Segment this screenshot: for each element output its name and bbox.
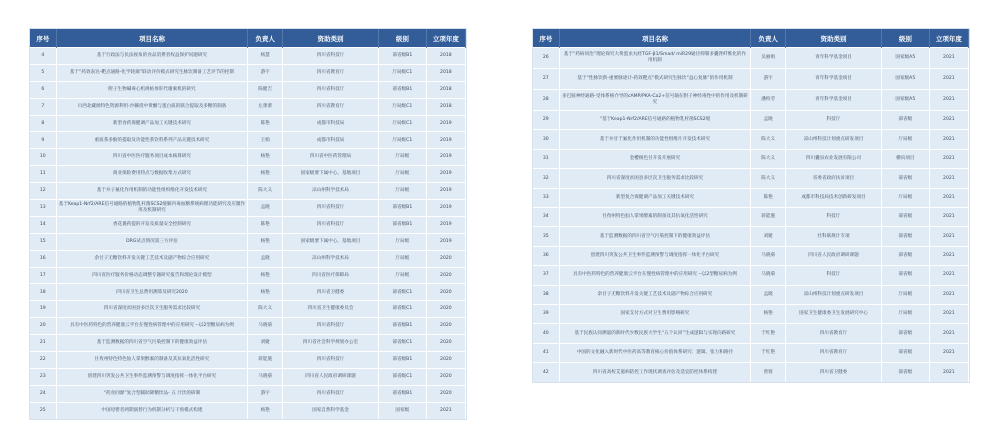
cell-funding-category: 四川省科技厅 <box>283 385 379 402</box>
cell-leader: 潘校劳 <box>751 90 786 111</box>
cell-year: 2021 <box>929 324 968 343</box>
cell-level: 部省级C1 <box>378 301 426 318</box>
cell-project-name: 新型复合保健调产品加工关键技术研究 <box>559 188 751 207</box>
cell-project-name: 金樱根色甘开发开展研究 <box>559 149 751 168</box>
table-row <box>30 335 466 352</box>
cell-project-name: 川西北藏源特色资源利用-沙棘渣中黄酮与蛋白质的联合提取及多糖的制备 <box>56 98 248 115</box>
table-row <box>30 284 466 301</box>
cell-project-name: 四川省医疗服务价格动态调整专题研究报告和理论设计模型 <box>56 267 248 284</box>
cell-funding-category: 凉山州科技计划重点研发项目 <box>786 285 882 304</box>
cell-year: 2018 <box>426 48 465 65</box>
cell-leader: 吴丽娟 <box>751 48 786 69</box>
cell-project-name: 四川省高校艾滋病防控工作现状调查评估及适宜防控体系构建 <box>559 363 751 382</box>
cell-index: 28 <box>533 90 559 111</box>
cell-level: 国家级A5 <box>881 69 929 90</box>
cell-level: 部省级C1 <box>378 284 426 301</box>
cell-level: 部省级B1 <box>378 385 426 402</box>
cell-index: 11 <box>30 166 56 183</box>
header-index: 序号 <box>30 29 56 48</box>
cell-funding-category: 成都市科技局 <box>283 115 379 132</box>
table-row <box>533 304 969 323</box>
cell-funding-category: 成都市科技局技术创新研发项目 <box>786 188 882 207</box>
cell-funding-category: 国家卫生健康委卫生发展研究中心 <box>786 304 882 323</box>
cell-project-name: 基于并甘于氟化作用机制的功能性组维片开发技术研究 <box>559 130 751 149</box>
cell-year: 2019 <box>426 132 465 149</box>
cell-year: 2019 <box>426 233 465 250</box>
cell-index: 42 <box>533 363 559 382</box>
header-year: 立项年度 <box>929 29 968 48</box>
cell-project-name: 余甘子无糖饮料开发关键工艺技术及副产物综合应用研究 <box>559 285 751 304</box>
cell-index: 24 <box>30 385 56 402</box>
cell-index: 35 <box>533 227 559 246</box>
cell-funding-category: 四川省科技厅 <box>283 318 379 335</box>
cell-year: 2020 <box>426 335 465 352</box>
cell-index: 10 <box>30 149 56 166</box>
cell-year: 2021 <box>929 207 968 226</box>
cell-funding-category: 四川省科技厅 <box>283 81 379 98</box>
cell-project-name: 重质茶多酚的提取及功能性茶饮料系列产品关键技术研究 <box>56 132 248 149</box>
cell-year: 2021 <box>929 363 968 382</box>
cell-leader: 杨艳 <box>248 402 283 419</box>
cell-level: 部省级B1 <box>378 216 426 233</box>
table-row <box>30 81 466 98</box>
cell-leader: 陈大义 <box>751 130 786 149</box>
cell-index: 32 <box>533 169 559 188</box>
cell-index: 23 <box>30 368 56 385</box>
cell-year: 2021 <box>929 343 968 362</box>
cell-year: 2019 <box>426 166 465 183</box>
cell-project-name: 创建四川突发公共卫生事件监测预警与调度指挥一体化平台研究 <box>559 246 751 265</box>
table-row <box>30 115 466 132</box>
cell-leader: 孟晓 <box>751 111 786 130</box>
cell-index: 34 <box>533 207 559 226</box>
cell-project-name: 多巴胺神经通路-受体系统介导的cAMP/PKA-Ca2+信号轴在附子神经毒性中的作用及机制研究 <box>559 90 751 111</box>
cell-funding-category: 四川省教育厅 <box>786 324 882 343</box>
cell-leader: 陈大义 <box>248 301 283 318</box>
cell-project-name: 甘孜州特色仙人掌果酵素的制备及其抗氧化活性研究 <box>559 207 751 226</box>
cell-level: 厅局级 <box>881 285 929 304</box>
cell-leader: 陈艳 <box>248 115 283 132</box>
cell-project-name: 基于“药效表达-靶点通路-化学轮廓”联动评价模式研究生脉饮制备工艺评节的控制 <box>56 64 248 81</box>
cell-level: 部省级B1 <box>378 81 426 98</box>
cell-project-name: 中国的文化融入新时代中医药高等教育核心价值体系研究：逻辑、张力和路径 <box>559 343 751 362</box>
cell-year: 2020 <box>426 368 465 385</box>
cell-level: 国家级 <box>378 402 426 419</box>
cell-leader: 于红艳 <box>751 343 786 362</box>
cell-funding-category: 四川省人民政府调研课题 <box>786 246 882 265</box>
cell-index: 40 <box>533 324 559 343</box>
cell-leader: 曾蓉 <box>751 363 786 382</box>
cell-year: 2021 <box>929 266 968 285</box>
cell-leader: 蒋能施 <box>751 207 786 226</box>
cell-level: 部省级B1 <box>378 200 426 217</box>
cell-index: 9 <box>30 132 56 149</box>
cell-index: 27 <box>533 69 559 90</box>
cell-level: 部省级 <box>881 246 929 265</box>
cell-index: 8 <box>30 115 56 132</box>
cell-level: 厅局级 <box>378 267 426 284</box>
cell-funding-category: 凉山州科学技术局 <box>283 183 379 200</box>
table-row <box>30 64 466 81</box>
table-row <box>533 266 969 285</box>
cell-funding-category: 四川省科技厅 <box>283 200 379 217</box>
cell-funding-category: 国家级要下属中心、基地项目 <box>283 233 379 250</box>
cell-funding-category: 四川省科技厅 <box>283 352 379 369</box>
cell-project-name: 甘孜州特色特色仙人掌果酵素的制备及其抗氧化活性研究 <box>56 352 248 369</box>
cell-funding-category: 四川省卫健委 <box>283 284 379 301</box>
table-row <box>30 200 466 217</box>
cell-year: 2019 <box>426 183 465 200</box>
cell-funding-category: 四川省人民政府调研课题 <box>283 368 379 385</box>
cell-funding-category: 四川省科技厅 <box>283 216 379 233</box>
cell-year: 2021 <box>929 130 968 149</box>
cell-leader: 杨艳 <box>248 149 283 166</box>
cell-year: 2021 <box>426 402 465 419</box>
cell-project-name: 基于“药病同治”理论探究大黄蛋虫丸经TGF-β1/Smad/ miR29通径抑制多囊肾纤维化的作用机制 <box>559 48 751 69</box>
cell-project-name: 四川省中医医疗服务项目成本核算研究 <box>56 149 248 166</box>
cell-level: 厅局级C1 <box>378 115 426 132</box>
cell-year: 2018 <box>426 81 465 98</box>
cell-index: 13 <box>30 200 56 217</box>
header-year: 立项年度 <box>426 29 465 48</box>
cell-level: 横向项目 <box>881 149 929 168</box>
table-row <box>533 324 969 343</box>
table-row <box>30 233 466 250</box>
table-row <box>533 111 969 130</box>
cell-year: 2018 <box>426 98 465 115</box>
header-project-name: 项目名称 <box>559 29 751 48</box>
table-row <box>30 149 466 166</box>
cell-level: 部省级 <box>881 207 929 226</box>
cell-project-name: 基于民族认同测量的新时代少数民族大学生“五个认同”生成逻辑与实现向路研究 <box>559 324 751 343</box>
cell-index: 12 <box>30 183 56 200</box>
cell-level: 部省级C1 <box>378 368 426 385</box>
cell-project-name: 基于监测数据的四川省空气污染控制下的健康效益评估 <box>56 335 248 352</box>
cell-funding-category: 科技厅 <box>786 266 882 285</box>
cell-leader: 孟晓 <box>751 285 786 304</box>
cell-project-name: “基于Keap1-Nrf2/ARE信号通路的植物乳杆菌SCS2缓 <box>559 111 751 130</box>
table-row <box>30 368 466 385</box>
header-level: 级别 <box>378 29 426 48</box>
cell-funding-category: 国家级要下属中心、基地项目 <box>283 166 379 183</box>
cell-year: 2018 <box>426 64 465 81</box>
cell-leader: 陈艳 <box>248 216 283 233</box>
cell-year: 2019 <box>426 115 465 132</box>
cell-year: 2021 <box>929 111 968 130</box>
cell-funding-category: 四川省科技厅 <box>283 48 379 65</box>
cell-leader: 陈艳 <box>751 188 786 207</box>
cell-funding-category: 青年科学基金项目 <box>786 48 882 69</box>
cell-year: 2021 <box>929 48 968 69</box>
cell-leader: 于红艳 <box>751 324 786 343</box>
cell-index: 20 <box>30 318 56 335</box>
cell-project-name: 基于“性脉饮新-重要脉迹计-药效靶点”模式研究生脉饮“益心复脉”的作用机制 <box>559 69 751 90</box>
cell-index: 41 <box>533 343 559 362</box>
cell-level: 部省级 <box>881 343 929 362</box>
cell-funding-category: 青年科学基金项目 <box>786 69 882 90</box>
cell-level: 厅局级 <box>881 188 929 207</box>
table-row <box>30 301 466 318</box>
cell-year: 2020 <box>426 385 465 402</box>
cell-leader: 游宇 <box>248 385 283 402</box>
header-index: 序号 <box>533 29 559 48</box>
cell-project-name: 基于行政法与民法视角的食品消费者权益保护问题研究 <box>56 48 248 65</box>
table-row <box>533 130 969 149</box>
cell-leader: 马晓菊 <box>248 318 283 335</box>
cell-year: 2021 <box>929 90 968 111</box>
cell-index: 25 <box>30 402 56 419</box>
cell-year: 2021 <box>929 188 968 207</box>
cell-index: 29 <box>533 111 559 130</box>
table-row <box>30 385 466 402</box>
cell-funding-category: 国家自然科学基金 <box>283 402 379 419</box>
cell-funding-category: 四川省中医药管理局 <box>283 149 379 166</box>
cell-leader: 刘婕 <box>751 227 786 246</box>
cell-year: 2019 <box>426 149 465 166</box>
cell-project-name: 基于Keap1-Nrf2/ARE信号通路的植物乳杆菌SCS2缓解内毒血糖系统病理功能研究及应激作用及机制研究 <box>56 200 248 217</box>
cell-level: 厅局级 <box>378 233 426 250</box>
cell-project-name: 新型食药保健调产品加工关键技术研究 <box>56 115 248 132</box>
cell-leader: 陈大义 <box>248 183 283 200</box>
cell-index: 18 <box>30 284 56 301</box>
cell-index: 26 <box>533 48 559 69</box>
cell-level: 部省级B1 <box>378 352 426 369</box>
cell-index: 37 <box>533 266 559 285</box>
header-level: 级别 <box>881 29 929 48</box>
cell-funding-category: 四川省教育厅 <box>283 64 379 81</box>
header-funding-category: 资助类别 <box>786 29 882 48</box>
cell-leader: 杨艳 <box>248 233 283 250</box>
table-row <box>533 363 969 382</box>
cell-funding-category: 四川省教育厅 <box>283 98 379 115</box>
cell-year: 2020 <box>426 284 465 301</box>
cell-project-name: 余甘子无糖饮料开发关键工艺技术及副产物综合应用研究 <box>56 250 248 267</box>
cell-level: 厅局级 <box>378 166 426 183</box>
cell-funding-category: 成都市科技局 <box>283 132 379 149</box>
cell-project-name: 四川省卫生总费用测算及研究2020 <box>56 284 248 301</box>
cell-project-name: “药食同源”复合型辅助降糖饮品- 五 汁饮的研制 <box>56 385 248 402</box>
table-row <box>30 166 466 183</box>
cell-project-name: 创建四川突发公共卫生事件监测预警与调度指挥一体化平台研究 <box>56 368 248 385</box>
cell-leader: 马晓菊 <box>751 266 786 285</box>
cell-funding-category: 省委省政府扶贫项目 <box>786 169 882 188</box>
cell-index: 22 <box>30 352 56 369</box>
table-row <box>533 149 969 168</box>
cell-year: 2019 <box>426 216 465 233</box>
cell-leader: 左蕾蕾 <box>248 98 283 115</box>
cell-leader: 陈大义 <box>751 149 786 168</box>
cell-leader: 孟晓 <box>248 200 283 217</box>
cell-level: 部省级 <box>881 169 929 188</box>
cell-index: 17 <box>30 267 56 284</box>
cell-level: 厅局级C1 <box>378 132 426 149</box>
table-row <box>30 183 466 200</box>
table-header-row <box>30 29 466 48</box>
cell-index: 36 <box>533 246 559 265</box>
cell-funding-category: 四川省社会科学规划办公室 <box>283 335 379 352</box>
cell-year: 2020 <box>426 267 465 284</box>
cell-index: 38 <box>533 285 559 304</box>
cell-year: 2020 <box>426 318 465 335</box>
cell-index: 14 <box>30 216 56 233</box>
cell-leader: 杨艳 <box>248 267 283 284</box>
cell-index: 19 <box>30 301 56 318</box>
table-row <box>533 69 969 90</box>
cell-level: 厅局级 <box>881 130 929 149</box>
cell-project-name: 具有中医药特色的营养健康云平台在慢性病管理中的应用研究 --以2型糖尿病为例 <box>559 266 751 285</box>
cell-leader: 刘婕 <box>248 335 283 352</box>
cell-level: 厅局级C1 <box>378 98 426 115</box>
cell-level: 部省级 <box>881 227 929 246</box>
table-row <box>30 250 466 267</box>
table-row <box>30 267 466 284</box>
table-row <box>533 169 969 188</box>
cell-index: 31 <box>533 149 559 168</box>
cell-level: 部省级 <box>881 111 929 130</box>
cell-index: 5 <box>30 64 56 81</box>
cell-year: 2021 <box>929 227 968 246</box>
cell-level: 部省级B1 <box>378 48 426 65</box>
cell-funding-category: 社科联规计专项 <box>786 227 882 246</box>
project-table-right <box>533 29 969 382</box>
table-row <box>30 352 466 369</box>
table-row <box>533 48 969 69</box>
cell-project-name: 香花裹药提的开发及质量安全控制研究 <box>56 216 248 233</box>
cell-level: 厅局级 <box>378 149 426 166</box>
header-leader: 负责人 <box>751 29 786 48</box>
table-row <box>533 207 969 226</box>
cell-index: 39 <box>533 304 559 323</box>
table-row <box>30 318 466 335</box>
cell-leader: 蒋能施 <box>248 352 283 369</box>
table-row <box>30 48 466 65</box>
cell-level: 厅局级 <box>378 250 426 267</box>
cell-index: 6 <box>30 81 56 98</box>
cell-level: 国家级A5 <box>881 90 929 111</box>
table-row <box>30 402 466 419</box>
cell-project-name: 具有中医药特色的营养健康云平台在慢性病管理中的应用研究 --以2型糖尿病为例 <box>56 318 248 335</box>
project-table-left <box>30 29 466 419</box>
cell-funding-category: 四川省卫生健康委员会 <box>283 301 379 318</box>
cell-year: 2021 <box>929 149 968 168</box>
table-row <box>533 343 969 362</box>
cell-leader: 马晓菊 <box>751 246 786 265</box>
cell-index: 16 <box>30 250 56 267</box>
cell-project-name: 四川省深度贫困县多层次卫生服务需求比较研究 <box>559 169 751 188</box>
cell-level: 厅局级C1 <box>378 64 426 81</box>
cell-year: 2020 <box>426 352 465 369</box>
cell-leader: 陈大义 <box>751 169 786 188</box>
cell-project-name: 国家支付方式对卫生费用影响研究 <box>559 304 751 323</box>
table-row <box>533 285 969 304</box>
cell-index: 30 <box>533 130 559 149</box>
table-row <box>533 90 969 111</box>
cell-funding-category: 凉山州科学技术局 <box>283 250 379 267</box>
cell-level: 部省级 <box>881 266 929 285</box>
table-header-row <box>533 29 969 48</box>
cell-funding-category: 科技厅 <box>786 207 882 226</box>
cell-level: 厅局级 <box>378 183 426 200</box>
cell-year: 2021 <box>929 304 968 323</box>
cell-year: 2019 <box>426 200 465 217</box>
table-row <box>30 98 466 115</box>
header-funding-category: 资助类别 <box>283 29 379 48</box>
cell-leader: 杨慧 <box>248 48 283 65</box>
cell-leader: 杨艳 <box>751 304 786 323</box>
cell-year: 2021 <box>929 169 968 188</box>
cell-index: 4 <box>30 48 56 65</box>
table-row <box>533 246 969 265</box>
cell-index: 7 <box>30 98 56 115</box>
cell-funding-category: 凉山州科技计划重点研发项目 <box>786 130 882 149</box>
header-leader: 负责人 <box>248 29 283 48</box>
cell-level: 部省级 <box>881 363 929 382</box>
cell-year: 2020 <box>426 301 465 318</box>
table-row <box>533 227 969 246</box>
cell-leader: 游宇 <box>751 69 786 90</box>
cell-level: 国家级A5 <box>881 48 929 69</box>
cell-funding-category: 四川省卫健委 <box>786 363 882 382</box>
cell-level: 部省级C1 <box>378 335 426 352</box>
cell-project-name: 四川省深度贫困县多层次卫生服务需求比较研究 <box>56 301 248 318</box>
cell-level: 部省级B1 <box>378 318 426 335</box>
cell-funding-category: 科技厅 <box>786 111 882 130</box>
cell-level: 厅局级 <box>881 304 929 323</box>
cell-leader: 陈健吉 <box>248 81 283 98</box>
cell-project-name: DRG试点情况第三方评估 <box>56 233 248 250</box>
cell-project-name: 商业保险费用特点与数据收集方式研究 <box>56 166 248 183</box>
cell-leader: 王娟 <box>248 132 283 149</box>
cell-project-name: 附子生物碱毒心机规帖体肝代谢素机的研究 <box>56 81 248 98</box>
cell-leader: 杨艳 <box>248 166 283 183</box>
cell-leader: 游宇 <box>248 64 283 81</box>
cell-project-name: 中国母婴者两期演替行为机制分析与干预模式构建 <box>56 402 248 419</box>
cell-project-name: 基于监测数据的四川省空气污染控制下的健康效益评估 <box>559 227 751 246</box>
cell-level: 部省级 <box>881 324 929 343</box>
cell-year: 2021 <box>929 69 968 90</box>
cell-funding-category: 四川囊泉农业发展有限公司 <box>786 149 882 168</box>
header-project-name: 项目名称 <box>56 29 248 48</box>
cell-index: 33 <box>533 188 559 207</box>
table-row <box>533 188 969 207</box>
cell-index: 21 <box>30 335 56 352</box>
cell-funding-category: 四川省医疗保障局 <box>283 267 379 284</box>
cell-year: 2020 <box>426 250 465 267</box>
cell-leader: 杨艳 <box>248 284 283 301</box>
table-row <box>30 216 466 233</box>
cell-index: 15 <box>30 233 56 250</box>
cell-funding-category: 四川省教育厅 <box>786 343 882 362</box>
cell-year: 2021 <box>929 246 968 265</box>
cell-leader: 马晓菊 <box>248 368 283 385</box>
cell-project-name: 基于并子氟化作用机制的功能性组织维化开发技术研究 <box>56 183 248 200</box>
cell-leader: 孟晓 <box>248 250 283 267</box>
table-row <box>30 132 466 149</box>
cell-funding-category: 青年科学基金项目 <box>786 90 882 111</box>
cell-year: 2021 <box>929 285 968 304</box>
